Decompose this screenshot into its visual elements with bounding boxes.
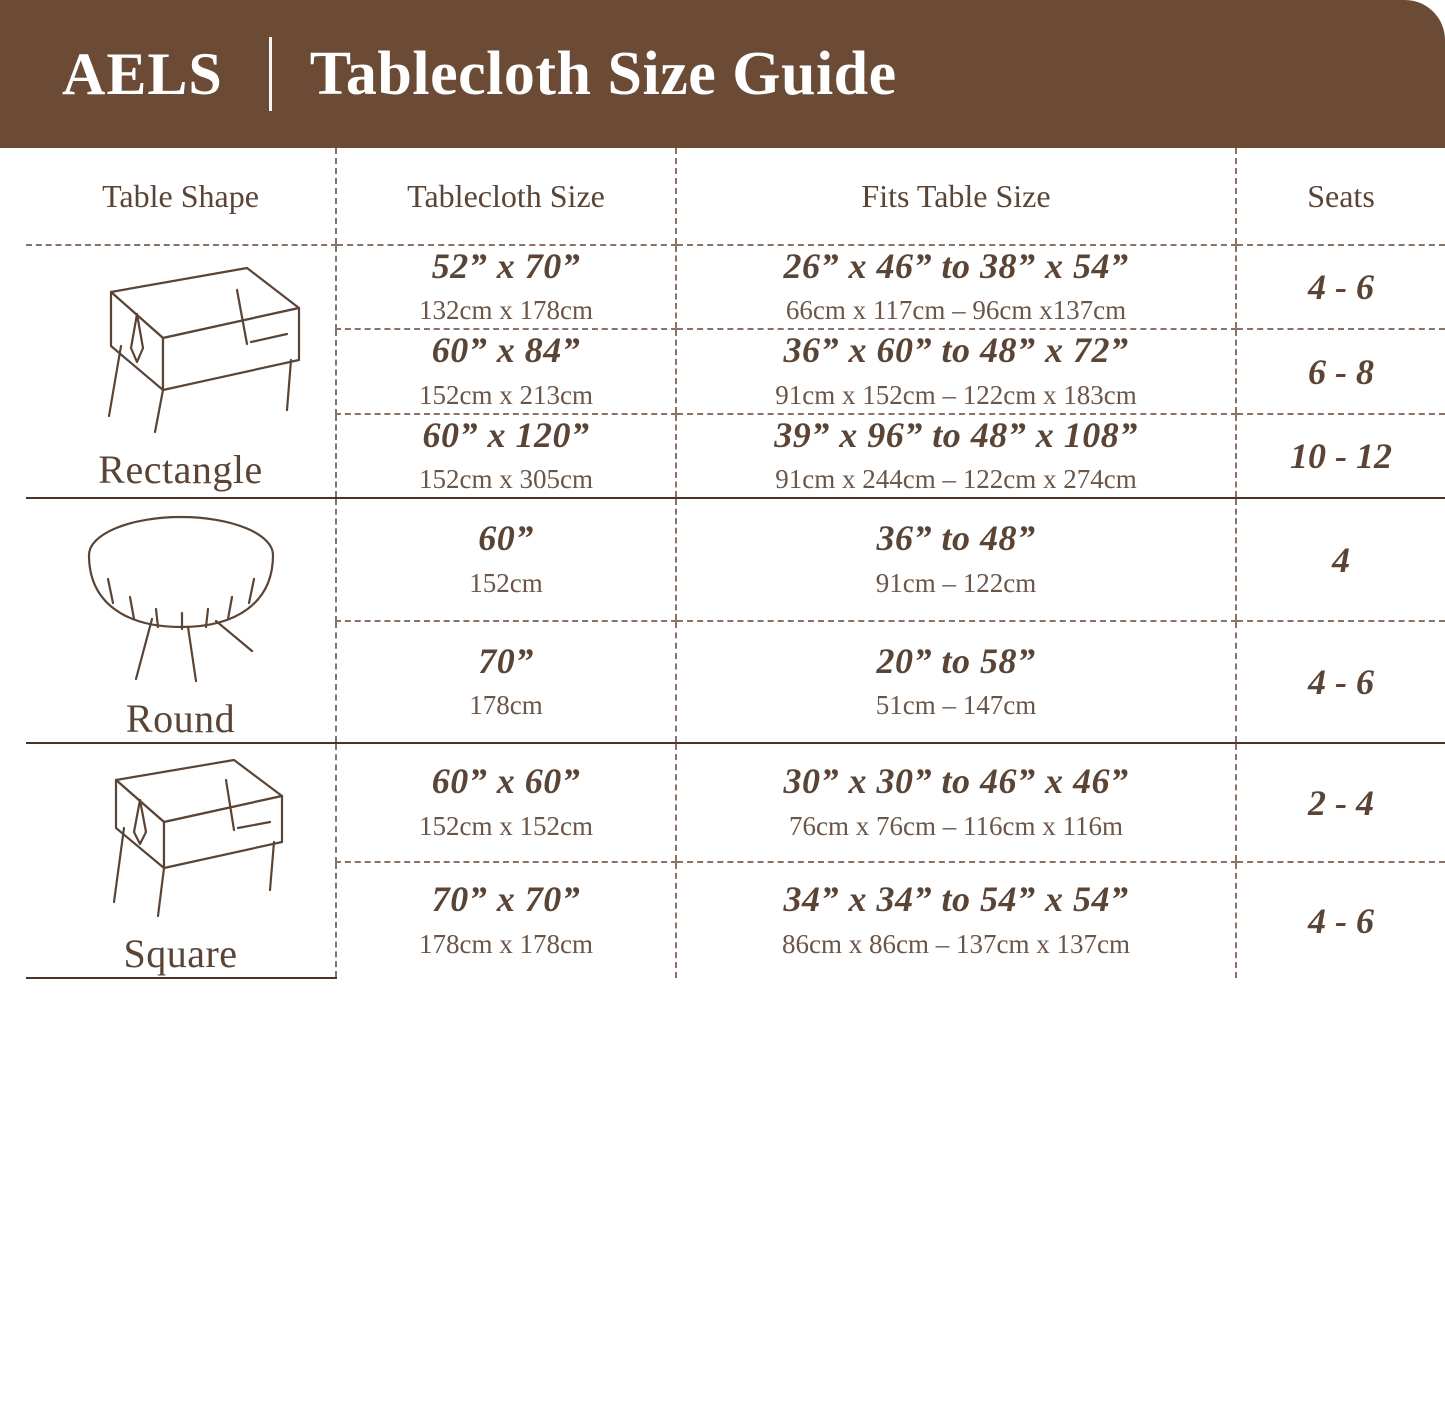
size-cm: 152cm x 305cm (419, 464, 593, 495)
column-header-fits: Fits Table Size (676, 148, 1236, 245)
cell-fits (676, 498, 1236, 621)
cell-seats (1236, 862, 1445, 979)
cell-size (336, 743, 676, 861)
size-cm: 132cm x 178cm (419, 295, 593, 326)
size-cm: 152cm x 152cm (419, 810, 593, 841)
cell-fits (676, 743, 1236, 861)
size-guide-table (26, 148, 1445, 979)
seats-value: 10 - 12 (1290, 436, 1392, 477)
round-table-icon (56, 499, 306, 689)
page-header (0, 0, 1445, 148)
shape-label-square: Square (123, 931, 238, 977)
seats-value: 4 - 6 (1308, 267, 1374, 308)
size-inches: 60” x 84” (431, 330, 581, 371)
cell-size (336, 245, 676, 329)
size-table-container (0, 148, 1445, 979)
fits-cm: 76cm x 76cm – 116cm x 116m (789, 810, 1123, 841)
size-cm: 152cm (469, 567, 543, 598)
cell-size (336, 329, 676, 413)
table-header-row (26, 148, 1445, 245)
fits-cm: 51cm – 147cm (875, 690, 1037, 721)
seats-value: 4 - 6 (1308, 662, 1374, 703)
shape-cell-round (26, 498, 336, 743)
shape-cell-square (26, 743, 336, 978)
fits-cm: 86cm x 86cm – 137cm x 137cm (782, 928, 1130, 959)
size-inches: 70” (478, 640, 534, 681)
fits-cm: 91cm x 152cm – 122cm x 183cm (775, 379, 1137, 410)
cell-seats (1236, 621, 1445, 744)
shape-label-rectangle: Rectangle (98, 447, 263, 493)
cell-fits (676, 329, 1236, 413)
fits-inches: 36” to 48” (876, 518, 1036, 559)
fits-inches: 34” x 34” to 54” x 54” (783, 879, 1129, 920)
fits-inches: 39” x 96” to 48” x 108” (774, 414, 1138, 455)
table-row (26, 743, 1445, 861)
table-row (26, 498, 1445, 621)
cell-fits (676, 414, 1236, 498)
size-cm: 152cm x 213cm (419, 379, 593, 410)
shape-label-round: Round (125, 696, 236, 742)
column-header-size: Tablecloth Size (336, 148, 676, 245)
square-table-icon (56, 744, 306, 924)
cell-size (336, 621, 676, 744)
size-inches: 60” (478, 518, 534, 559)
size-inches: 70” x 70” (431, 879, 581, 920)
cell-fits (676, 862, 1236, 979)
cell-size (336, 414, 676, 498)
seats-value: 4 - 6 (1308, 900, 1374, 941)
cell-size (336, 498, 676, 621)
page-title: Tablecloth Size Guide (309, 39, 897, 108)
table-row (26, 245, 1445, 329)
cell-seats (1236, 245, 1445, 329)
column-header-seats: Seats (1236, 148, 1445, 245)
rectangle-table-icon (51, 250, 311, 440)
cell-size (336, 862, 676, 979)
size-inches: 60” x 60” (431, 761, 581, 802)
fits-inches: 30” x 30” to 46” x 46” (783, 761, 1129, 802)
cell-fits (676, 245, 1236, 329)
brand-text: AELS (62, 41, 223, 107)
cell-seats (1236, 498, 1445, 621)
size-inches: 52” x 70” (431, 246, 581, 286)
shape-cell-rectangle (26, 245, 336, 498)
size-cm: 178cm (469, 690, 543, 721)
header-divider (269, 37, 272, 111)
size-cm: 178cm x 178cm (419, 928, 593, 959)
fits-inches: 26” x 46” to 38” x 54” (783, 246, 1129, 286)
size-inches: 60” x 120” (422, 414, 590, 455)
seats-value: 6 - 8 (1308, 351, 1374, 392)
brand-logo (62, 41, 223, 107)
fits-inches: 36” x 60” to 48” x 72” (783, 330, 1129, 371)
fits-cm: 91cm x 244cm – 122cm x 274cm (775, 464, 1137, 495)
fits-cm: 66cm x 117cm – 96cm x137cm (785, 295, 1127, 326)
fits-inches: 20” to 58” (876, 640, 1036, 681)
fits-cm: 91cm – 122cm (875, 567, 1037, 598)
cell-seats (1236, 414, 1445, 498)
cell-fits (676, 621, 1236, 744)
column-header-shape: Table Shape (26, 148, 336, 245)
cell-seats (1236, 329, 1445, 413)
cell-seats (1236, 743, 1445, 861)
seats-value: 2 - 4 (1308, 782, 1374, 823)
seats-value: 4 (1332, 539, 1350, 580)
